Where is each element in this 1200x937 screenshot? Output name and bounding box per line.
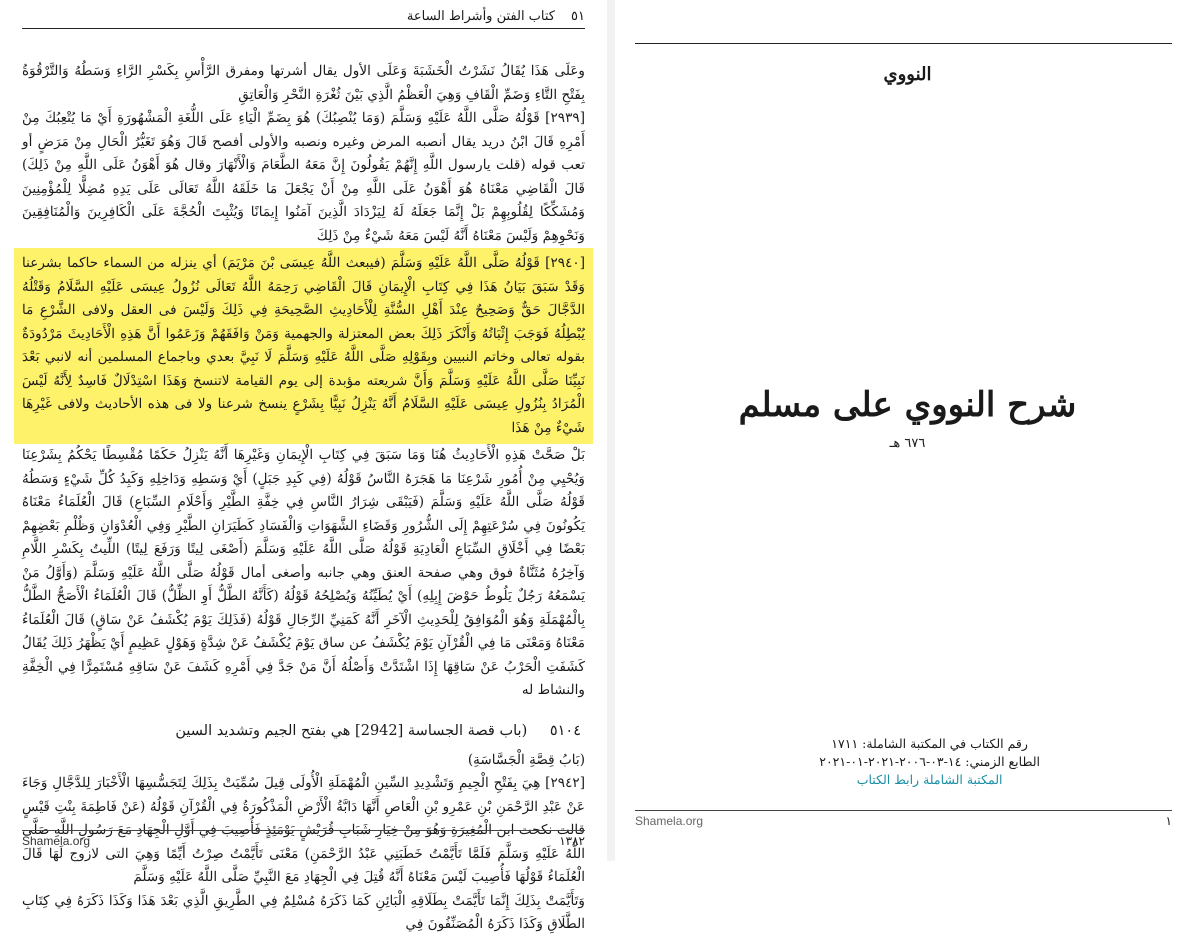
book-year: ٦٧٦ هـ — [889, 436, 926, 451]
paragraph: [٢٩٤٢] هِيَ بِفَتْحِ الْجِيمِ وَتَشْدِيدِ السِّينِ الْمُهْمَلَةِ الْأُولَى قِيلَ سُمِّيَتْ بِذَلِكَ لِتَجَسُّسِهَا الْأَخْبَارَ لِلدَّجَّالِ وَجَاءَ عَنْ عَبْدِ الرَّحْمَنِ بْنِ عَمْرِو بْنِ الْعَاصِ أَنَّهَا دَابَّةُ الْأَرْضِ الْمَذْكُورَةُ فِي الْقُرْآنِ قَوْلُهُ (عَنْ فَاطِمَةَ بِنْتِ قَيْسٍ قالت نكحت ابن الْمُغِيرَةِ وَهُوَ مِنْ خِيَارِ شَبَابِ قُرَيْشٍ يَوْمَئِذٍ فَأُصِيبَ فِي أَوَّلِ الْجِهَادِ مَعَ رَسُولِ اللَّهِ صَلَّى اللَّهُ عَلَيْهِ وَسَلَّمَ فَلَمَّا تَأَيَّمْتُ خَطَبَنِي عَبْدُ الرَّحْمَنِ) مَعْنَى تَأَيَّمْتُ صِرْتُ أَيِّمًا وَهِيَ التى لازوج لَهَا قَالَ الْعُلَمَاءُ قَوْلُهَا فَأُصِيبَ لَيْسَ مَعْنَاهُ أَنَّهُ قُتِلَ فِي الْجِهَادِ مَعَ النَّبِيِّ صَلَّى اللَّهُ عَلَيْهِ وَسَلَّمَ — [22, 775, 585, 885]
footer-page-number: ١٣٨٢ — [559, 834, 585, 848]
book-number: رقم الكتاب في المكتبة الشاملة: ١٧١١ — [831, 736, 1028, 751]
page-footer — [635, 810, 1172, 831]
page-gutter — [607, 0, 615, 861]
footer-page-number: ١ — [1165, 814, 1172, 828]
paragraph: وَتَأَيَّمَتْ بِذَلِكَ إِنَّمَا تَأَيَّمَتْ بِطَلَاقِهِ الْبَائِنِ كَمَا ذَكَرَهُ مُسْلِمٌ فِي الطَّرِيقِ الَّذِي بَعْدَ هَذَا وَكَذَا ذَكَرَهُ فِي كِتَابِ الطَّلَاقِ وَكَذَا ذَكَرَهُ الْمُصَنِّفُونَ فِي — [22, 892, 585, 932]
book-title: شرح النووي على مسلم — [738, 385, 1077, 425]
page-footer — [22, 830, 585, 851]
highlighted-passage[interactable] — [14, 248, 593, 444]
chapter-title: (باب قصة الجساسة [2942] هي بفتح الجيم وتشديد السين — [175, 722, 528, 739]
running-header — [22, 6, 585, 29]
colophon — [819, 735, 1040, 789]
author-name: النووي — [883, 64, 932, 85]
paragraph: بَلْ صَحَّتْ هَذِهِ الْأَحَادِيثُ هُنَا وَمَا سَبَقَ فِي كِتَابِ الْإِيمَانِ وَغَيْرِهَا أَنَّهُ يَنْزِلُ حَكَمًا مُقْسِطًا يَحْكُمُ بِشَرْعِنَا وَيُحْيِي مِنْ أُمُورِ شَرْعِنَا مَا هَجَرَهُ النَّاسُ قَوْلُهُ (فِي كَبِدِ جَبَلٍ) أَيْ وَسَطِهِ وَدَاخِلِهِ وَكَبِدُ كُلِّ شَيْءٍ وَسَطُهُ قَوْلُهُ صَلَّى اللَّهُ عَلَيْهِ وَسَلَّمَ (فَيَبْقَى شِرَارُ النَّاسِ فِي خِفَّةِ الطَّيْرِ وَأَحْلَامِ السِّبَاعِ) قَالَ الْعُلَمَاءُ مَعْنَاهُ يَكُونُونَ فِي سُرْعَتِهِمْ إِلَى الشُّرُورِ وَقَضَاءِ الشَّهَوَاتِ وَالْفَسَادِ كَطَيَرَانِ الطَّيْرِ وَفِي الْعُدْوَانِ وَظُلْمِ بَعْضِهِمْ بَعْضًا فِي أَخْلَاقِ السِّبَاعِ الْعَادِيَةِ قَوْلُهُ صَلَّى اللَّهُ عَلَيْهِ وَسَلَّمَ (أَصْغَى لِيتًا وَرَفَعَ لِيتًا) اللِّيتُ بِكَسْرِ اللَّامِ وَآخِرُهُ مُثَنَّاةٌ فوق وهي صفحة العنق وهي جانبه وأصغى أمال قَوْلُهُ صَلَّى اللَّهُ عَلَيْهِ وَسَلَّمَ (وَأَوَّلُ مَنْ يَسْمَعُهُ رَجُلٌ يَلُوطُ حَوْضَ إِبِلِهِ) أَيْ يُطَيِّنُهُ وَيُصْلِحُهُ قَوْلُهُ (كَأَنَّهُ الطَّلُّ أَوِ الظِّلُّ) قَالَ الْعُلَمَاءُ الْأَصَحُّ الطَّلُّ بِالْمُهْمَلَةِ وَهُوَ الْمُوَافِقُ لِلْحَدِيثِ الْآخَرِ أَنَّهُ كَمَنِيِّ الرِّجَالِ قَوْلُهُ (فَذَلِكَ يَوْمَ يُكْشَفُ عَنْ سَاقٍ) قَالَ الْعُلَمَاءُ مَعْنَاهُ وَمَعْنَى مَا فِي الْقُرْآنِ يَوْمَ يُكْشَفُ عن ساق يَوْمَ يُكْشَفُ عَنْ شِدَّةٍ وَهَوْلٍ عَظِيمٍ أَيْ يَظْهَرُ ذَلِكَ يُقَالُ كَشَفَتِ الْحَرْبُ عَنْ سَاقِهَا إِذَا اشْتَدَّتْ وَأَصْلُهُ أَنَّ مَنْ جَدَّ فِي أَمْرِهِ كَشَفَ عَنْ سَاقِهِ مُسْتَمِرًّا فِي الْخِفَّةِ والنشاط له — [22, 447, 585, 698]
timestamp: الطابع الزمني: ١٤-٠٣-٢٠٠٦-٢٠٢١-٠١-٢٠٢١ — [819, 754, 1040, 769]
paragraph: [٢٩٣٩] قَوْلُهُ صَلَّى اللَّهُ عَلَيْهِ وَسَلَّمَ (وَمَا يُنْصِبُكَ) هُوَ بِضَمِّ الْيَاءِ عَلَى اللُّغَةِ الْمَشْهُورَةِ أَيْ مَا يُتْعِبُكَ مِنْ أَمْرِهِ قَالَ ابْنُ دريد يقال أنصبه المرض وغيره ونصبه والأولى أفصح قَالَ وَهُوَ تَغَيُّرُ الْحَالِ مِنْ مَرَضٍ أو تعب قوله (قلت يارسول اللَّهِ إِنَّهُمْ يَقُولُونَ إِنَّ مَعَهُ الطَّعَامَ وَالْأَنْهَارَ وقال هُوَ أَهْوَنُ عَلَى اللَّهِ مِنْ ذَلِكَ) قَالَ الْقَاضِي مَعْنَاهُ هُوَ أَهْوَنُ عَلَى اللَّهِ مِنْ أَنْ يَجْعَلَ مَا خَلَقَهُ اللَّهُ تَعَالَى عَلَى يَدِهِ مُضِلًّا لِلْمُؤْمِنِينَ وَمُشَكِّكًا لِقُلُوبِهِمْ بَلْ إِنَّمَا جَعَلَهُ لَهُ لِيَزْدَادَ الَّذِينَ آمَنُوا إِيمَانًا وَيُثْبِتَ الْحُجَّةَ عَلَى الْكَافِرِينَ وَالْمُنَافِقِينَ وَنَحْوِهِمْ وَلَيْسَ مَعْنَاهُ أَنَّهُ لَيْسَ مَعَهُ شَيْءٌ مِنْ ذَلِكَ — [22, 110, 585, 244]
highlighted-paragraph: [٢٩٤٠] قَوْلُهُ صَلَّى اللَّهُ عَلَيْهِ وَسَلَّمَ (فيبعث اللَّهُ عِيسَى بْنَ مَرْيَمَ) أي ينزله من السماء حاكما بشرعنا وَقَدْ سَبَقَ بَيَانُ هَذَا فِي كِتَابِ الْإِيمَانِ قَالَ الْقَاضِي رَحِمَهُ اللَّهُ تَعَالَى نُزُولُ عِيسَى عَلَيْهِ السَّلَامُ وَقَتْلُهُ الدَّجَّالَ حَقٌّ وَصَحِيحٌ عِنْدَ أَهْلِ السُّنَّةِ لِلْأَحَادِيثِ الصَّحِيحَةِ فِي ذَلِكَ وَلَيْسَ فى العقل ولافى الشَّرْعِ مَا يُبْطِلُهُ فَوَجَبَ إِثْبَاتُهُ وَأَنْكَرَ ذَلِكَ بعض المعتزلة والجهمية وَمَنْ وَافَقَهُمْ وَزَعَمُوا أَنَّ هَذِهِ الْأَحَادِيثَ مَرْدُودَةٌ بقوله تعالى وخاتم النبيين وبِقَوْلِهِ صَلَّى اللَّهُ عَلَيْهِ وَسَلَّمَ لَا نَبِيَّ بعدي وباجماع المسلمين أنه لانبي بَعْدَ نَبِيِّنَا صَلَّى اللَّهُ عَلَيْهِ وَسَلَّمَ وَأَنَّ شريعته مؤبدة إلى يوم القيامة لاتنسخ وَهَذَا اسْتِدْلَالٌ فَاسِدٌ لِأَنَّهُ لَيْسَ الْمُرَادُ بِنُزُولِ عِيسَى عَلَيْهِ السَّلَامُ أَنَّهُ يَنْزِلُ نَبِيًّا بِشَرْعٍ ينسخ شرعنا ولا فى هذه الأحاديث ولافى غَيْرِهَا شَيْءٌ مِنْ هَذَا — [22, 255, 585, 436]
page-body — [22, 60, 585, 937]
chapter-heading — [22, 717, 585, 745]
header-book-title: كتاب الفتن وأشراط الساعة — [406, 9, 555, 24]
top-rule — [635, 43, 1172, 44]
right-page — [615, 0, 1200, 861]
footer-site[interactable]: Shamela.org — [635, 814, 704, 828]
header-page-number: ٥١ — [571, 9, 585, 24]
chapter-number: ٥١٠٤ — [549, 722, 581, 739]
footer-site[interactable]: Shamela.org — [22, 834, 91, 848]
book-link[interactable]: المكتبة الشاملة رابط الكتاب — [856, 772, 1003, 787]
paragraph: (بَابُ قِصَّةِ الْجَسَّاسَةِ) — [467, 751, 585, 768]
paragraph: وعَلَى هَذَا يُقَالُ نَشَرْتُ الْخَشَبَةَ وَعَلَى الأول يقال أشرتها ومفرق الرَّأْسِ بِكَسْرِ الرَّاءِ وَسَطُهُ وَالتَّرْقُوَةُ بِفَتْحِ التَّاءِ وَضَمِّ الْقَافِ وَهِيَ الْعَظْمُ الَّذِي بَيْنَ ثُغْرَةِ النَّحْرِ وَالْعَاتِقِ — [22, 63, 585, 103]
